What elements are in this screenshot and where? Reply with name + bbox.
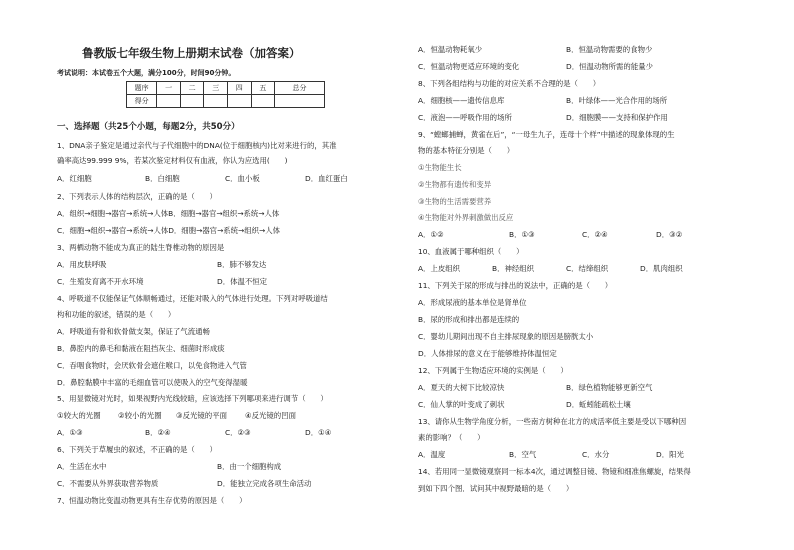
question-3-option-a: A．用皮肤呼吸: [57, 260, 107, 269]
score-header-cell: 四: [228, 82, 252, 95]
question-7-option-c: C．恒温动物更适应环境的变化: [418, 62, 520, 71]
question-5-item-2: ②较小的光圈: [118, 411, 162, 420]
question-2-options-ab: A．组织→细胞→器官→系统→人体B．细胞→器官→组织→系统→人体: [57, 209, 280, 218]
score-cell[interactable]: [275, 95, 325, 108]
score-header-cell: 二: [180, 82, 204, 95]
question-4-line-1: 4、呼吸道不仅能保证气体顺畅通过，还能对吸入的气体进行处理。下列对呼吸道结: [57, 294, 328, 303]
question-4-option-b: B．鼻腔内的鼻毛和黏液在阻挡灰尘、细菌时形成痰: [57, 344, 225, 353]
question-3-option-b: B．肺不够发达: [217, 260, 267, 269]
question-7-option-a: A．恒温动物耗氧少: [418, 45, 483, 54]
score-row-label: 得分: [127, 95, 157, 108]
exam-instructions: 考试说明：本试卷五个大题，满分100分，时间90分钟。: [57, 69, 236, 77]
question-1-line-1: 1、DNA亲子鉴定是通过亲代与子代细胞中的DNA(位于细胞核内)比对来进行的，其准: [57, 141, 337, 150]
question-14-line-2: 到如下四个图．试问其中视野最暗的是（ ）: [418, 484, 574, 493]
question-4-option-c: C．吞咽食物时，会厌软骨会遮住喉口，以免食物进入气管: [57, 361, 247, 370]
question-1-option-a: A．红细胞: [57, 174, 92, 183]
question-11-option-d: D．人体排尿的意义在于能够维持体温恒定: [418, 349, 557, 358]
question-2: 2、下列表示人体的结构层次，正确的是（ ）: [57, 192, 217, 201]
question-5-option-c: C．②③: [225, 428, 251, 437]
question-10-option-b: B．神经组织: [492, 264, 535, 273]
question-3-option-c: C．生殖发育离不开水环境: [57, 277, 144, 286]
question-5-option-b: B．②④: [145, 428, 171, 437]
question-4-line-2: 构和功能的叙述，错误的是（ ）: [57, 310, 176, 319]
score-table: [126, 81, 325, 108]
exam-title: 鲁教版七年级生物上册期末试卷（加答案）: [82, 46, 301, 60]
question-9-item-1: ①生物能生长: [418, 163, 462, 172]
question-12-option-a: A．夏天的大树下比较凉快: [418, 383, 505, 392]
question-13-line-1: 13、请你从生物学角度分析，一些南方树种在北方的成活率低主要是受以下哪种因: [418, 417, 687, 426]
question-13-line-2: 素的影响？（ ）: [418, 433, 485, 442]
question-9-item-2: ②生物都有遗传和变异: [418, 180, 492, 189]
question-13-option-a: A．温度: [418, 450, 446, 459]
question-5-item-4: ④反光镜的凹面: [245, 411, 296, 420]
question-10-option-d: D．肌肉组织: [640, 264, 683, 273]
question-2-options-cd: C．细胞→组织→器官→系统→人体D．细胞→器官→系统→组织→人体: [57, 226, 280, 235]
score-header-cell: 三: [204, 82, 228, 95]
question-10: 10、血液属于哪种组织（ ）: [418, 247, 524, 256]
question-4-option-d: D．鼻腔黏膜中丰富的毛细血管可以使吸入的空气变得湿暖: [57, 378, 248, 387]
question-6-option-d: D．能独立完成各项生命活动: [217, 479, 312, 488]
question-12-option-d: D．蚯蚓能疏松土壤: [566, 400, 631, 409]
question-11-option-b: B．尿的形成和排出都是连续的: [418, 315, 520, 324]
question-11-option-c: C．婴幼儿期间出现不自主排尿现象的原因是膀胱太小: [418, 332, 594, 341]
question-1-option-d: D．血红蛋白: [305, 174, 348, 183]
question-8-option-d: D．细胞膜——支持和保护作用: [566, 113, 668, 122]
question-1-option-b: B．白细胞: [145, 174, 180, 183]
question-5-item-3: ③反光镜的平面: [176, 411, 227, 420]
question-6-option-c: C．不需要从外界获取营养物质: [57, 479, 159, 488]
question-12-option-b: B．绿色植物能够更新空气: [566, 383, 653, 392]
question-9-option-a: A．①②: [418, 230, 444, 239]
question-4-option-a: A．呼吸道有骨和软骨做支架，保证了气流通畅: [57, 327, 210, 336]
question-3-option-d: D．体温不恒定: [217, 277, 268, 286]
question-8-option-b: B．叶绿体——光合作用的场所: [566, 96, 668, 105]
question-9-item-3: ③生物的生活需要营养: [418, 197, 492, 206]
score-cell[interactable]: [228, 95, 252, 108]
question-5-item-1: ①较大的光圈: [57, 411, 101, 420]
question-10-option-a: A．上皮组织: [418, 264, 461, 273]
question-5: 5、用显微镜对光时，如果视野内光线较暗，应该选择下列哪项来进行调节（ ）: [57, 394, 328, 403]
question-6-option-b: B．由一个细胞构成: [217, 462, 282, 471]
question-8: 8、下列各组结构与功能的对应关系不合理的是（ ）: [418, 79, 601, 88]
question-13-option-d: D．阳光: [656, 450, 684, 459]
question-9-option-b: B．①③: [509, 230, 535, 239]
question-11-option-a: A．形成尿液的基本单位是肾单位: [418, 298, 527, 307]
question-9-line-2: 物的基本特征分别是（ ）: [418, 146, 515, 155]
question-8-option-a: A．细胞核——遗传信息库: [418, 96, 505, 105]
question-7-option-d: D．恒温动物所需的能量少: [566, 62, 653, 71]
question-12: 12、下列属于生物适应环境的实例是（ ）: [418, 366, 568, 375]
question-7: 7、恒温动物比变温动物更具有生存优势的原因是（ ）: [57, 496, 247, 505]
question-9-option-c: C．②④: [582, 230, 608, 239]
score-table-score-row: [127, 95, 325, 108]
question-1-option-c: C．血小板: [225, 174, 260, 183]
question-6-option-a: A．生活在水中: [57, 462, 107, 471]
score-cell[interactable]: [204, 95, 228, 108]
question-3: 3、两栖动物不能成为真正的陆生脊椎动物的原因是: [57, 243, 225, 252]
question-14-line-1: 14、若用同一显微镜观察同一标本4次，通过调整目镜、物镜和细准焦螺旋，结果得: [418, 467, 691, 476]
score-cell[interactable]: [157, 95, 181, 108]
question-6: 6、下列关于草履虫的叙述，不正确的是（ ）: [57, 445, 217, 454]
question-5-option-a: A．①③: [57, 428, 83, 437]
question-11: 11、下列关于尿的形成与排出的说法中，正确的是（ ）: [418, 281, 613, 290]
question-12-option-c: C．仙人掌的叶变成了刺状: [418, 400, 505, 409]
question-13-option-c: C．水分: [582, 450, 610, 459]
question-7-option-b: B．恒温动物需要的食物少: [566, 45, 653, 54]
question-13-option-b: B．空气: [509, 450, 537, 459]
question-9-line-1: 9、“螳螂捕蝉，黄雀在后”，“一母生九子，连母十个样”中描述的现象体现的生: [418, 130, 675, 139]
question-9-item-4: ④生物能对外界刺激做出反应: [418, 213, 514, 222]
question-1-line-2: 确率高达99.999 9%，若某次鉴定材料仅有血液，你认为应选用( ): [57, 156, 288, 165]
score-cell[interactable]: [251, 95, 275, 108]
question-8-option-c: C．液泡——呼吸作用的场所: [418, 113, 512, 122]
score-header-cell: 五: [251, 82, 275, 95]
question-10-option-c: C．结缔组织: [566, 264, 609, 273]
score-header-cell: 总分: [275, 82, 325, 95]
score-header-cell: 一: [157, 82, 181, 95]
score-header-cell: 题序: [127, 82, 157, 95]
section-heading: 一、选择题（共25个小题，每题2分，共50分）: [57, 122, 240, 132]
question-9-option-d: D．③②: [656, 230, 683, 239]
score-table-header-row: [127, 82, 325, 95]
question-5-option-d: D．①④: [305, 428, 332, 437]
score-cell[interactable]: [180, 95, 204, 108]
